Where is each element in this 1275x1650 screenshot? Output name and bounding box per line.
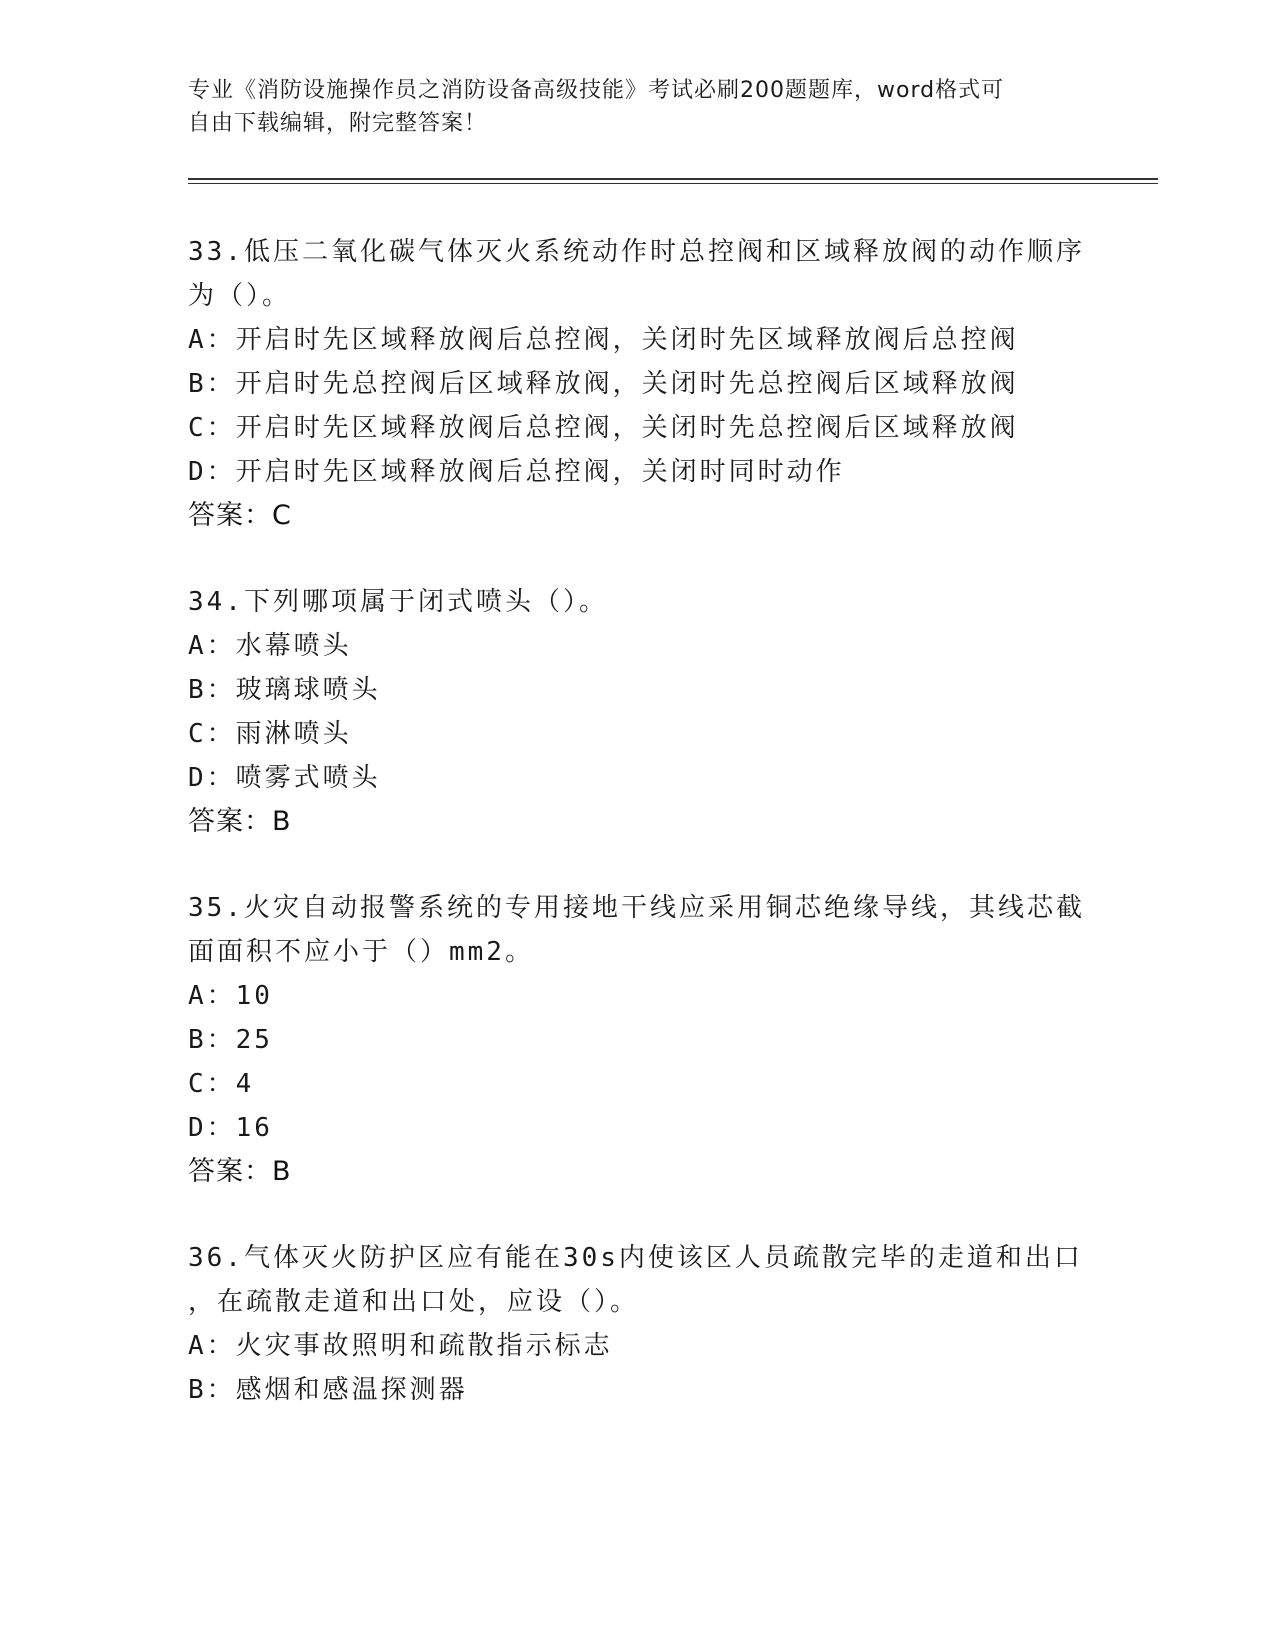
- q33-option-b: B：开启时先总控阀后区域释放阀，关闭时先总控阀后区域释放阀: [188, 369, 1019, 399]
- q33-answer: 答案：C: [188, 500, 292, 531]
- q33-option-a: A：开启时先区域释放阀后总控阀，关闭时先区域释放阀后总控阀: [188, 325, 1019, 355]
- q33-option-d: D：开启时先区域释放阀后总控阀，关闭时同时动作: [188, 457, 845, 487]
- q36-stem-line-1: 36.气体灭火防护区应有能在30s内使该区人员疏散完毕的走道和出口: [188, 1243, 1083, 1273]
- q36-option-b: B：感烟和感温探测器: [188, 1375, 468, 1405]
- q35-stem-line-1: 35.火灾自动报警系统的专用接地干线应采用铜芯绝缘导线，其线芯截: [188, 893, 1085, 923]
- q35-stem-line-2: 面面积不应小于（）mm2。: [188, 937, 534, 967]
- q33-option-c: C：开启时先区域释放阀后总控阀，关闭时先总控阀后区域释放阀: [188, 413, 1019, 443]
- q34-stem-line-1: 34.下列哪项属于闭式喷头（）。: [188, 587, 608, 617]
- header-rule-thick: [188, 178, 1158, 180]
- q35-option-b: B：25: [188, 1025, 273, 1055]
- q34-option-c: C：雨淋喷头: [188, 719, 352, 749]
- q35-option-a: A：10: [188, 981, 273, 1011]
- document-header: [188, 74, 1088, 140]
- q34-option-b: B：玻璃球喷头: [188, 675, 381, 705]
- q33-stem-line-2: 为（）。: [188, 281, 292, 311]
- q36-option-a: A：火灾事故照明和疏散指示标志: [188, 1331, 613, 1361]
- header-rule-thin: [188, 183, 1158, 184]
- q35-option-d: D：16: [188, 1113, 273, 1143]
- q35-answer: 答案：B: [188, 1156, 292, 1187]
- q34-option-a: A：水幕喷头: [188, 631, 352, 661]
- q34-option-d: D：喷雾式喷头: [188, 763, 381, 793]
- q34-answer: 答案：B: [188, 806, 292, 837]
- q35-option-c: C：4: [188, 1069, 255, 1099]
- q36-stem-line-2: ，在疏散走道和出口处，应设（）。: [188, 1287, 640, 1317]
- q33-stem-line-1: 33.低压二氧化碳气体灭火系统动作时总控阀和区域释放阀的动作顺序: [188, 237, 1085, 267]
- header-line-1: 专业《消防设施操作员之消防设备高级技能》考试必刷200题题库，word格式可: [188, 78, 1005, 103]
- header-line-2: 自由下载编辑，附完整答案！: [188, 111, 488, 136]
